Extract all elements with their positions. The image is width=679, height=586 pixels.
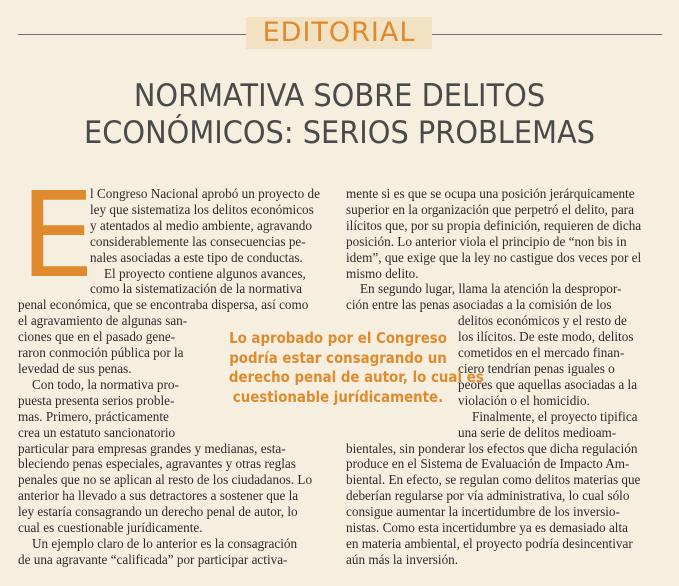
body-line: nistas. Como esta incertidumbre ya es demasiado alta: [346, 520, 628, 536]
section-label: EDITORIAL: [246, 17, 432, 49]
body-line: y atentados al medio ambiente, agravando: [90, 217, 312, 233]
body-line: Un ejemplo claro de lo anterior es la consagración: [32, 535, 298, 551]
body-line: Finalmente, el proyecto tipifica: [472, 408, 638, 424]
body-line: anterior ha llevado a sus detractores a sostener que la: [18, 488, 299, 504]
pull-quote-line: derecho penal de autor, lo cual es: [228, 368, 484, 386]
body-line: aún más la inversión.: [346, 551, 459, 567]
body-line: ilícitos que, por su propia definición, requieren de dicha: [346, 217, 642, 233]
body-line: bleciendo penas especiales, agravantes y otras reglas: [18, 456, 296, 472]
drop-cap: E: [20, 166, 95, 304]
body-line: cometidos en el mercado finan-: [458, 345, 625, 361]
body-line: deberían regularse por vía administrativa, lo cual sólo: [346, 488, 630, 504]
body-line: ción entre las penas asociadas a la comisión de los: [346, 297, 612, 313]
body-line: como la sistematización de la normativa: [90, 281, 303, 297]
pull-quote-line: podría estar consagrando un: [229, 348, 447, 367]
body-line: puesta presenta serios proble-: [18, 392, 175, 408]
body-line: El proyecto contiene algunos avances,: [104, 265, 306, 281]
body-line: l Congreso Nacional aprobó un proyecto de: [90, 186, 320, 201]
header-rule-right: [432, 34, 662, 35]
body-line: bientales, sin ponderar los efectos que dicha regulación: [346, 440, 638, 456]
body-line: ciero tendrían penas iguales o: [458, 360, 615, 376]
body-line: raron conmoción pública por la: [18, 345, 184, 361]
body-line: produce en el Sistema de Evaluación de Impacto Am-: [346, 456, 630, 472]
body-line: posición. Lo anterior viola el principio de “non bis in: [346, 233, 627, 249]
body-line: mente si es que se ocupa una posición jerárquicamente: [346, 186, 635, 201]
body-line: biental. En efecto, se regulan como delitos materias que: [346, 472, 641, 488]
body-line: particular para empresas grandes y medianas, esta-: [18, 440, 286, 456]
headline: [24, 78, 655, 152]
headline-line-2: ECONÓMICOS: SERIOS PROBLEMAS: [84, 115, 595, 151]
body-line: de una agravante “calificada” por participar activa-: [18, 551, 288, 567]
body-line: superior en la organización que perpetró el delito, para: [346, 201, 634, 217]
body-line: violación o el homicidio.: [458, 392, 590, 408]
body-line: consigue aumentar la incertidumbre de los inversio-: [346, 504, 620, 520]
body-line: considerablemente las consecuencias pe-: [90, 233, 306, 249]
body-line: nales asociadas a este tipo de conductas.: [90, 249, 303, 265]
body-line: ley estaría consagrando un derecho penal de autor, lo: [18, 504, 298, 520]
body-line: levedad de sus penas.: [18, 360, 132, 376]
header-rule-left: [18, 34, 246, 35]
pull-quote: [228, 329, 484, 407]
body-line: penales que no se aplican al resto de los ciudadanos. Lo: [18, 472, 313, 488]
pull-quote-line: cuestionable jurídicamente.: [232, 387, 444, 406]
body-line: En segundo lugar, llama la atención la despropor-: [360, 281, 622, 297]
body-line: los ilícitos. De este modo, delitos: [458, 329, 634, 345]
body-line: una serie de delitos medioam-: [458, 424, 617, 440]
headline-line-1: NORMATIVA SOBRE DELITOS: [133, 78, 546, 114]
body-line: en materia ambiental, el proyecto podría desincentivar: [346, 535, 633, 551]
body-line: Con todo, la normativa pro-: [32, 376, 179, 392]
body-line: ley que sistematiza los delitos económicos: [90, 201, 314, 217]
body-line: delitos económicos y el resto de: [458, 313, 627, 329]
body-line: el agravamiento de algunas san-: [18, 313, 188, 329]
body-line: penal económica, que se encontraba dispersa, así como: [18, 297, 309, 313]
body-line: ciones que en el pasado gene-: [18, 329, 176, 345]
body-line: mas. Primero, prácticamente: [18, 408, 169, 424]
body-line: peores que aquellas asociadas a la: [458, 376, 638, 392]
body-line: idem”, que exige que la ley no castigue dos veces por el: [346, 249, 642, 265]
body-line: crea un estatuto sancionatorio: [18, 424, 176, 440]
body-line: mismo delito.: [346, 265, 419, 281]
pull-quote-line: Lo aprobado por el Congreso: [229, 329, 447, 347]
body-line: cual es cuestionable jurídicamente.: [18, 520, 203, 536]
